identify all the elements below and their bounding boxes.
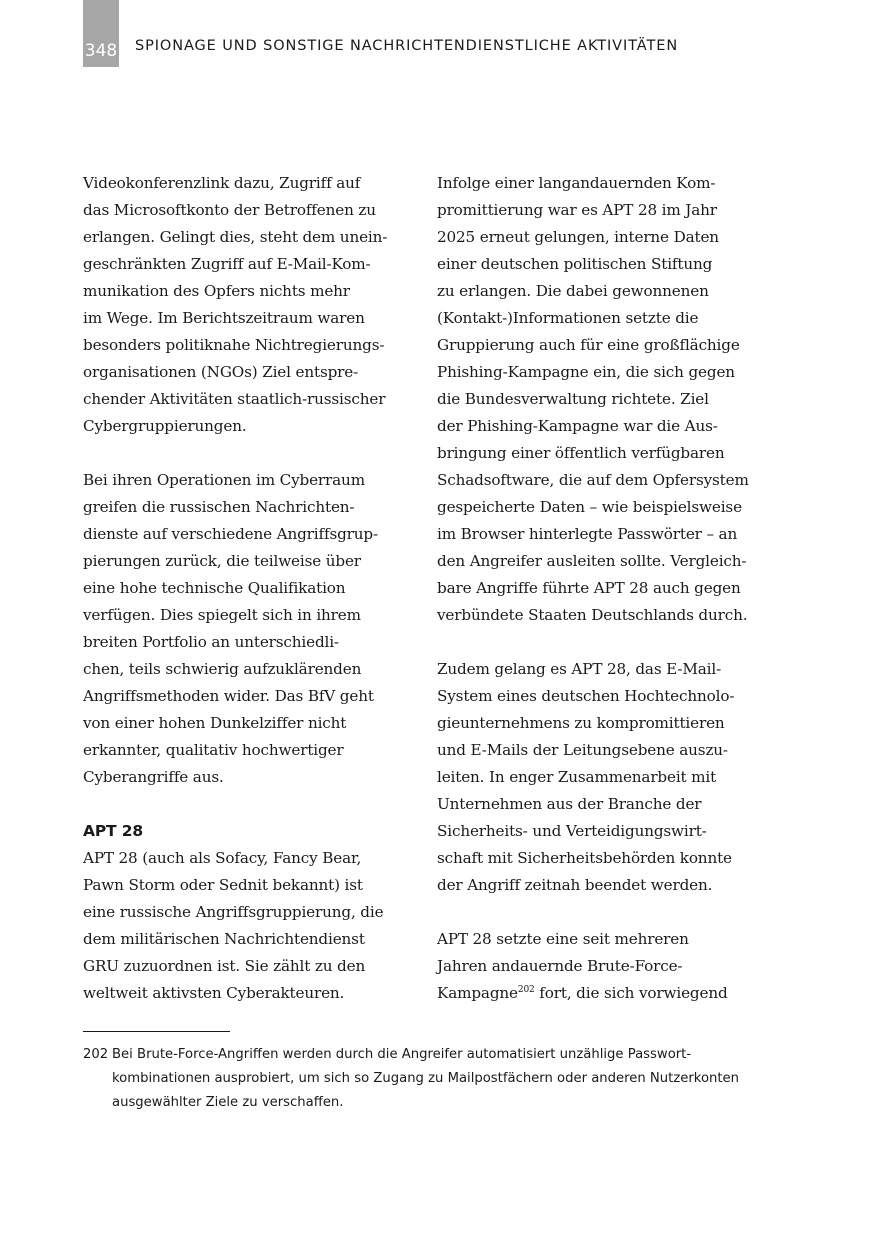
section-heading: APT 28 (83, 822, 143, 840)
text-line: die Bundesverwaltung richtete. Ziel (437, 390, 709, 408)
text-line: GRU zuzuordnen ist. Sie zählt zu den (83, 957, 366, 975)
text-line: der Phishing-Kampagne war die Aus- (437, 417, 718, 435)
text-line: Sicherheits- und Verteidigungswirt- (437, 822, 707, 840)
text-line: leiten. In enger Zusammenarbeit mit (437, 768, 717, 786)
text-line: verbündete Staaten Deutschlands durch. (437, 606, 748, 624)
footnote (83, 1043, 783, 1115)
text-line: chender Aktivitäten staatlich-russischer (83, 390, 386, 408)
footnote-text: Bei Brute-Force-Angriffen werden durch die Angreifer automatisiert unzählige Passwort- (112, 1047, 692, 1062)
text-line: Videokonferenzlink dazu, Zugriff auf (83, 174, 361, 192)
text-line: Jahren andauernde Brute-Force- (437, 957, 683, 975)
text-line: von einer hohen Dunkelziffer nicht (83, 714, 347, 732)
footnote-line: kombinationen ausprobiert, um sich so Zugang zu Mailpostfächern oder anderen Nutzerkonten (112, 1071, 740, 1086)
footnote-number: 202 (83, 1047, 109, 1062)
text-line (437, 980, 777, 1007)
text-line: und E-Mails der Leitungsebene auszu- (437, 741, 728, 759)
text-line: Pawn Storm oder Sednit bekannt) ist (83, 876, 363, 894)
text-line: gieunternehmens zu kompromittieren (437, 714, 725, 732)
text-line: schaft mit Sicherheitsbehörden konnte (437, 849, 732, 867)
footnote-line (83, 1043, 783, 1067)
text-line: zu erlangen. Die dabei gewonnenen (437, 282, 709, 300)
text-line: pierungen zurück, die teilweise über (83, 552, 361, 570)
text-line: Unternehmen aus der Branche der (437, 795, 702, 813)
text-line: bare Angriffe führte APT 28 auch gegen (437, 579, 741, 597)
text-fragment: Kampagne (437, 984, 518, 1002)
text-line: erlangen. Gelingt dies, steht dem unein- (83, 228, 388, 246)
text-line: im Browser hinterlegte Passwörter – an (437, 525, 738, 543)
paragraph (83, 467, 423, 791)
text-line: gespeicherte Daten – wie beispielsweise (437, 498, 742, 516)
text-line: APT 28 setzte eine seit mehreren (437, 930, 689, 948)
page-number: 348 (83, 0, 119, 67)
text-line: dienste auf verschiedene Angriffsgrup- (83, 525, 378, 543)
text-line: chen, teils schwierig aufzuklärenden (83, 660, 362, 678)
text-line: eine hohe technische Qualifikation (83, 579, 346, 597)
text-line: besonders politiknahe Nichtregierungs- (83, 336, 385, 354)
right-column (437, 170, 777, 1007)
text-line: Schadsoftware, die auf dem Opfersystem (437, 471, 749, 489)
text-line: einer deutschen politischen Stiftung (437, 255, 713, 273)
text-line: Bei ihren Operationen im Cyberraum (83, 471, 365, 489)
text-line: breiten Portfolio an unterschiedli- (83, 633, 339, 651)
text-line: greifen die russischen Nachrichten- (83, 498, 355, 516)
text-line: Phishing-Kampagne ein, die sich gegen (437, 363, 735, 381)
text-line: erkannter, qualitativ hochwertiger (83, 741, 344, 759)
text-line: promittierung war es APT 28 im Jahr (437, 201, 717, 219)
text-line: weltweit aktivsten Cyberakteuren. (83, 984, 345, 1002)
left-column (83, 170, 423, 1007)
text-line: der Angriff zeitnah beendet werden. (437, 876, 713, 894)
text-fragment: fort, die sich vorwiegend (534, 984, 728, 1002)
paragraph (437, 170, 777, 629)
text-line: den Angreifer ausleiten sollte. Vergleich- (437, 552, 747, 570)
text-line: Angriffsmethoden wider. Das BfV geht (83, 687, 374, 705)
text-line: munikation des Opfers nichts mehr (83, 282, 350, 300)
text-line: Gruppierung auch für eine großflächige (437, 336, 740, 354)
text-line: dem militärischen Nachrichtendienst (83, 930, 365, 948)
text-line: geschränkten Zugriff auf E-Mail-Kom- (83, 255, 371, 273)
footnote-line: ausgewählter Ziele zu verschaffen. (112, 1095, 344, 1110)
text-line: organisationen (NGOs) Ziel entspre- (83, 363, 359, 381)
text-line: System eines deutschen Hochtechnolo- (437, 687, 735, 705)
footnote-reference[interactable]: 202 (517, 984, 535, 995)
text-line: verfügen. Dies spiegelt sich in ihrem (83, 606, 361, 624)
text-line: 2025 erneut gelungen, interne Daten (437, 228, 719, 246)
text-line: (Kontakt-)Informationen setzte die (437, 309, 699, 327)
footnote-divider (83, 1031, 230, 1032)
text-line: das Microsoftkonto der Betroffenen zu (83, 201, 376, 219)
running-title: SPIONAGE UND SONSTIGE NACHRICHTENDIENSTLICHE AKTIVITÄTEN (135, 38, 679, 54)
text-line: eine russische Angriffsgruppierung, die (83, 903, 384, 921)
text-line: bringung einer öffentlich verfügbaren (437, 444, 725, 462)
paragraph (83, 845, 423, 1007)
text-line: Infolge einer langandauernden Kom- (437, 174, 716, 192)
text-line: im Wege. Im Berichtszeitraum waren (83, 309, 365, 327)
paragraph (83, 170, 423, 440)
text-line: Cybergruppierungen. (83, 417, 247, 435)
text-line: Zudem gelang es APT 28, das E-Mail- (437, 660, 722, 678)
paragraph (437, 656, 777, 899)
text-line: Cyberangriffe aus. (83, 768, 224, 786)
paragraph (437, 926, 777, 1007)
text-line: APT 28 (auch als Sofacy, Fancy Bear, (83, 849, 362, 867)
